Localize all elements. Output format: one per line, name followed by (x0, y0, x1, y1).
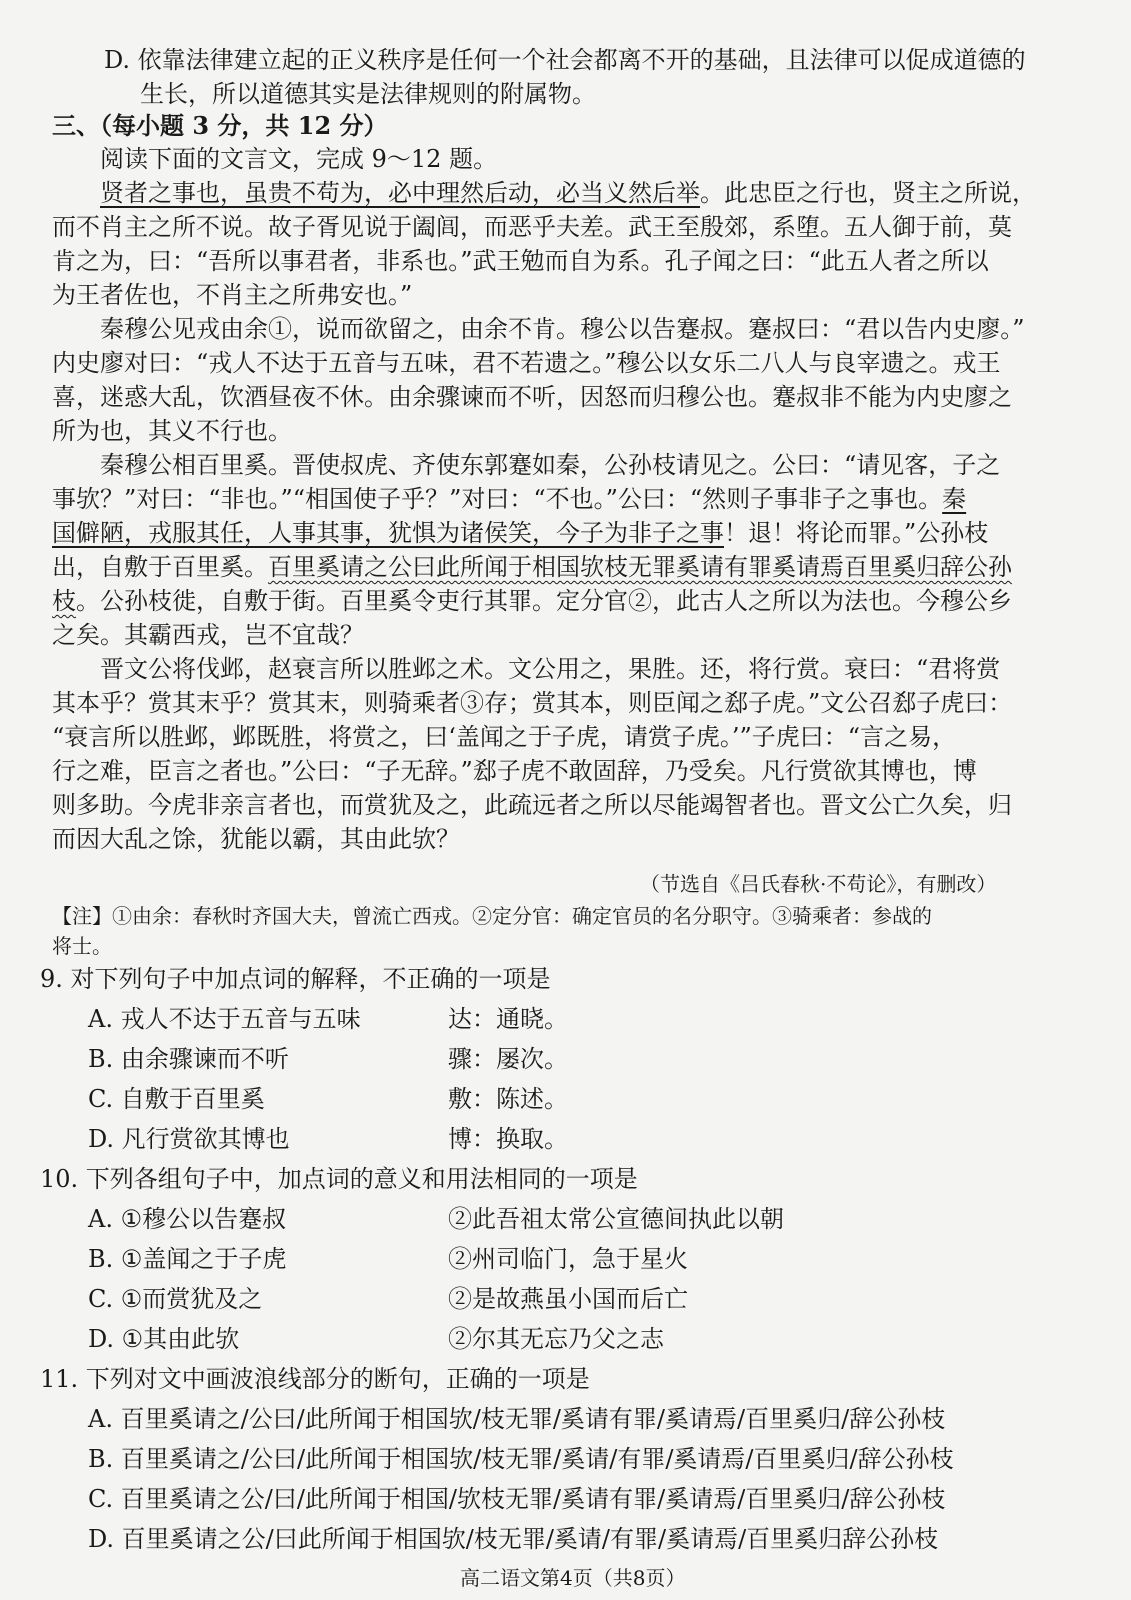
passage-p1-line3: 肯之为，曰：“吾所以事君者，非系也。”武王勉而自为系。孔子闻之曰：“此五人者之所以 (52, 247, 989, 275)
passage-p4-line6: 而因大乱之馀，犹能以霸，其由此欤？ (52, 825, 460, 853)
underlined-sentence-2: 国僻陋，戎服其任，人事其事，犹惧为诸侯笑，今子为非子之事 (52, 519, 724, 547)
q9-option-a-gloss: 达：通晓。 (448, 1005, 568, 1033)
passage-p4-line3: “衰言所以胜邺，邺既胜，将赏之，曰‘盖闻之于子虎，请赏子虎。’”子虎曰：“言之易， (52, 723, 957, 751)
wavy-segment-end: 枝 (52, 587, 76, 615)
underlined-sentence-1: 贤者之事也，虽贵不苟为，必中理然后动，必当义然后举 (100, 179, 700, 207)
q11-option-a: A. 百里奚请之/公曰/此所闻于相国欤/枝无罪/奚请有罪/奚请焉/百里奚归/辞公孙枝 (88, 1405, 946, 1433)
passage-p2-line1: 秦穆公见戎由余①，说而欲留之，由余不肯。穆公以告蹇叔。蹇叔曰：“君以告内史廖。” (100, 315, 1025, 343)
notes-line2: 将士。 (52, 934, 112, 958)
passage-p2-line4: 所为也，其义不行也。 (52, 417, 292, 445)
passage-p1-line2: 而不肖主之所不说。故子胥见说于阖闾，而恶乎夫差。武王至殷郊，系堕。五人御于前，莫 (52, 213, 1012, 241)
question-9-stem: 9. 对下列句子中加点词的解释，不正确的一项是 (40, 965, 551, 993)
q10-option-d: D. ①其由此欤 (88, 1325, 240, 1353)
q9-option-d: D. 凡行赏欲其博也 (88, 1125, 290, 1153)
page-footer: 高二语文第4页（共8页） (460, 1566, 686, 1590)
q11-option-b: B. 百里奚请之/公曰/此所闻于相国欤/枝无罪/奚请/有罪/奚请焉/百里奚归/辞公孙枝 (88, 1445, 954, 1473)
passage-p4-line2: 其本乎？赏其末乎？赏其末，则骑乘者③存；赏其本，则臣闻之郄子虎。”文公召郄子虎曰： (52, 689, 1013, 717)
passage-p2-line3: 喜，迷惑大乱，饮酒昼夜不休。由余骤谏而不听，因怒而归穆公也。蹇叔非不能为内史廖之 (52, 383, 1012, 411)
section-3-header: 三、（每小题 3 分，共 12 分） (52, 111, 388, 140)
underlined-sentence-2-start: 秦 (942, 485, 967, 513)
q10-option-a-pair: ②此吾祖太常公宣德间执此以朝 (448, 1205, 784, 1233)
passage-p3-line2: 事欤？”对曰：“非也。”“相国使子乎？”对曰：“不也。”公曰：“然则子事非子之事也。秦 (52, 485, 967, 513)
q10-option-b: B. ①盖闻之于子虎 (88, 1245, 287, 1273)
passage-p3-line4: 出，自敷于百里奚。百里奚请之公曰此所闻于相国欤枝无罪奚请有罪奚请焉百里奚归辞公孙 (52, 553, 1012, 581)
passage-p1-line4: 为王者佐也，不肖主之所弗安也。” (52, 281, 413, 309)
notes-line1: 【注】①由余：春秋时齐国大夫，曾流亡西戎。②定分官：确定官员的名分职守。③骑乘者：参战的 (52, 904, 932, 928)
q11-option-d: D. 百里奚请之公/曰此所闻于相国欤/枝无罪/奚请/有罪/奚请焉/百里奚归辞公孙枝 (88, 1525, 939, 1553)
q10-option-a: A. ①穆公以告蹇叔 (88, 1205, 287, 1233)
passage-p1-line1: 贤者之事也，虽贵不苟为，必中理然后动，必当义然后举。此忠臣之行也，贤主之所说， (100, 179, 1036, 207)
passage-source: （节选自《吕氏春秋·不苟论》，有删改） (640, 872, 997, 896)
passage-p4-line4: 行之难，臣言之者也。”公曰：“子无辞。”郄子虎不敢固辞，乃受矣。凡行赏欲其博也，博 (52, 757, 977, 785)
q10-option-d-pair: ②尔其无忘乃父之志 (448, 1325, 664, 1353)
q9-option-d-gloss: 博：换取。 (448, 1125, 568, 1153)
prev-option-d-line1: D. 依靠法律建立起的正义秩序是任何一个社会都离不开的基础，且法律可以促成道德的 (104, 46, 1026, 74)
q9-option-b: B. 由余骤谏而不听 (88, 1045, 289, 1073)
question-10-stem: 10. 下列各组句子中，加点词的意义和用法相同的一项是 (40, 1165, 638, 1193)
q10-option-c-pair: ②是故燕虽小国而后亡 (448, 1285, 688, 1313)
wavy-segment: 百里奚请之公曰此所闻于相国欤枝无罪奚请有罪奚请焉百里奚归辞公孙 (268, 553, 1012, 581)
q9-option-a: A. 戎人不达于五音与五味 (88, 1005, 361, 1033)
question-11-stem: 11. 下列对文中画波浪线部分的断句，正确的一项是 (40, 1365, 590, 1393)
q10-option-b-pair: ②州司临门，急于星火 (448, 1245, 688, 1273)
q9-option-c: C. 自敷于百里奚 (88, 1085, 265, 1113)
passage-p3-line6: 之矣。其霸西戎，岂不宜哉？ (52, 621, 364, 649)
passage-p3-line3: 国僻陋，戎服其任，人事其事，犹惧为诸侯笑，今子为非子之事！退！将论而罪。”公孙枝 (52, 519, 989, 547)
q9-option-c-gloss: 敷：陈述。 (448, 1085, 568, 1113)
q9-option-b-gloss: 骤：屡次。 (448, 1045, 568, 1073)
q10-option-c: C. ①而赏犹及之 (88, 1285, 263, 1313)
passage-p3-line5: 枝。公孙枝徙，自敷于街。百里奚令吏行其罪。定分官②，此古人之所以为法也。今穆公乡 (52, 587, 1012, 615)
passage-p2-line2: 内史廖对曰：“戎人不达于五音与五味，君不若遗之。”穆公以女乐二八人与良宰遗之。戎王 (52, 349, 1001, 377)
passage-p4-line1: 晋文公将伐邺，赵衰言所以胜邺之术。文公用之，果胜。还，将行赏。衰曰：“君将赏 (100, 655, 1001, 683)
section-3-instruction: 阅读下面的文言文，完成 9～12 题。 (100, 145, 498, 173)
passage-p4-line5: 则多助。今虎非亲言者也，而赏犹及之，此疏远者之所以尽能竭智者也。晋文公亡久矣，归 (52, 791, 1012, 819)
q11-option-c: C. 百里奚请之公/曰/此所闻于相国/欤枝无罪/奚请有罪/奚请焉/百里奚归/辞公孙枝 (88, 1485, 946, 1513)
prev-option-d-line2: 生长，所以道德其实是法律规则的附属物。 (140, 80, 596, 108)
passage-p3-line1: 秦穆公相百里奚。晋使叔虎、齐使东郭蹇如秦，公孙枝请见之。公曰：“请见客，子之 (100, 451, 1001, 479)
